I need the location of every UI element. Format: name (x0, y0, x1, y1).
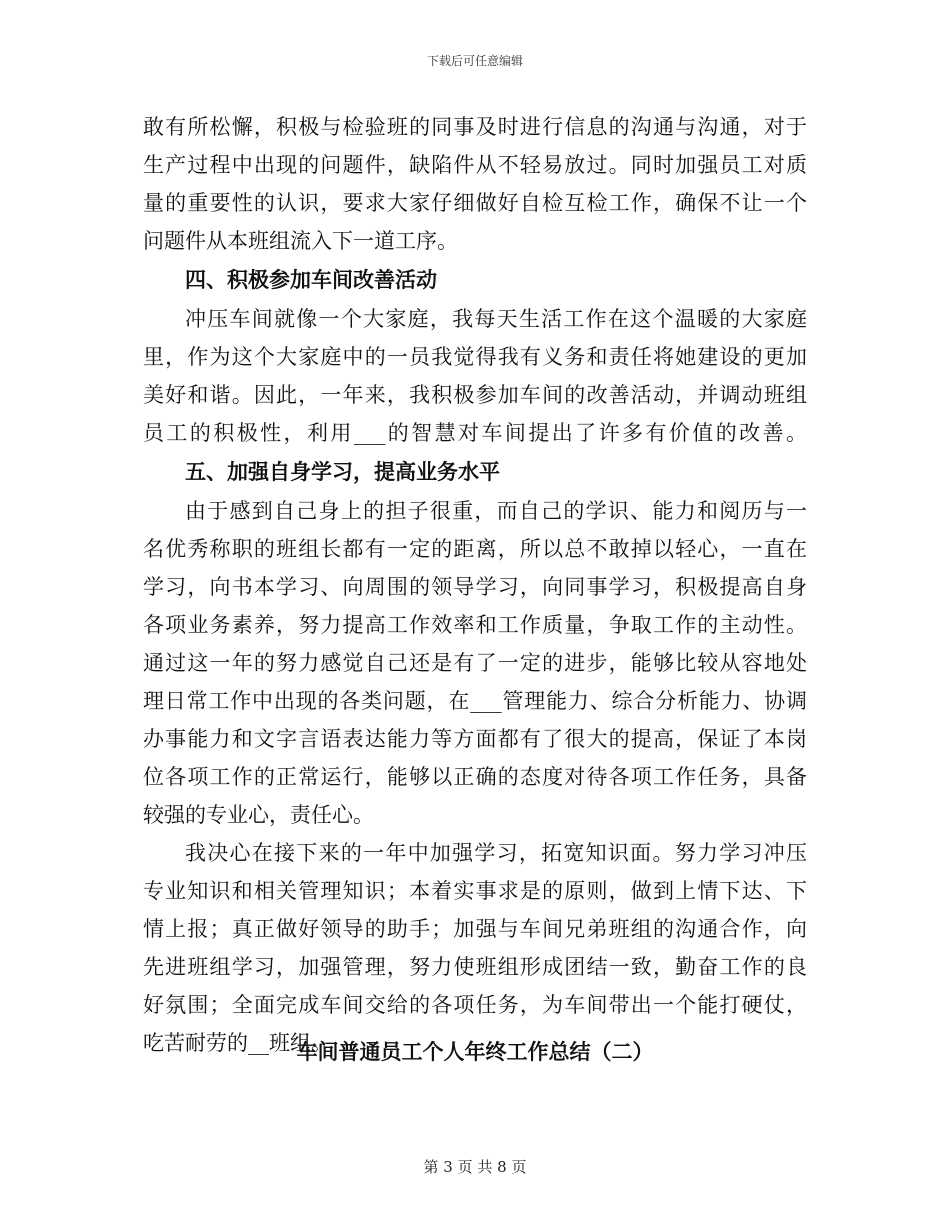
paragraph-line: 各项业务素养，努力提高工作效率和工作质量，争取工作的主动性。 (143, 613, 807, 637)
paragraph-line: 我决心在接下来的一年中加强学习，拓宽知识面。努力学习冲压 (185, 841, 807, 865)
paragraph-line: 好氛围；全面完成车间交给的各项任务，为车间带出一个能打硬仗， (143, 993, 807, 1017)
paragraph-line: 学习，向书本学习、向周围的领导学习，向同事学习，积极提高自身 (143, 575, 807, 599)
section-heading: 五、加强自身学习，提高业务水平 (185, 459, 500, 484)
paragraph-line: 较强的专业心，责任心。 (143, 803, 374, 827)
paragraph-line: 情上报；真正做好领导的助手；加强与车间兄弟班组的沟通合作，向 (143, 917, 807, 941)
paragraph-line: 办事能力和文字言语表达能力等方面都有了很大的提高，保证了本岗 (143, 727, 807, 751)
paragraph-line: 问题件从本班组流入下一道工序。 (143, 229, 458, 253)
paragraph-line: 吃苦耐劳的__班组。 (143, 1031, 332, 1055)
paragraph-line: 量的重要性的认识，要求大家仔细做好自检互检工作，确保不让一个 (143, 191, 807, 215)
paragraph-line: 美好和谐。因此，一年来，我积极参加车间的改善活动，并调动班组 (143, 383, 807, 407)
paragraph-line: 先进班组学习，加强管理，努力使班组形成团结一致，勤奋工作的良 (143, 955, 807, 979)
page-footer: 第 3 页 共 8 页 (423, 1158, 527, 1176)
paragraph-line: 生产过程中出现的问题件，缺陷件从不轻易放过。同时加强员工对质 (143, 153, 807, 177)
paragraph-line: 名优秀称职的班组长都有一定的距离，所以总不敢掉以轻心，一直在 (143, 537, 807, 561)
paragraph-line: 理日常工作中出现的各类问题，在___管理能力、综合分析能力、协调 (143, 689, 807, 713)
paragraph-line: 位各项工作的正常运行，能够以正确的态度对待各项工作任务，具备 (143, 765, 807, 789)
section-heading: 四、积极参加车间改善活动 (185, 267, 437, 292)
paragraph-line: 敢有所松懈，积极与检验班的同事及时进行信息的沟通与沟通，对于 (143, 115, 807, 139)
paragraph-line: 由于感到自己身上的担子很重，而自己的学识、能力和阅历与一 (185, 499, 807, 523)
document-body (143, 108, 807, 1062)
paragraph-line: 冲压车间就像一个大家庭，我每天生活工作在这个温暖的大家庭 (185, 307, 807, 331)
paragraph-line: 专业知识和相关管理知识；本着实事求是的原则，做到上情下达、下 (143, 879, 807, 903)
paragraph-line: 通过这一年的努力感觉自己还是有了一定的进步，能够比较从容地处 (143, 651, 807, 675)
paragraph-line: 里，作为这个大家庭中的一员我觉得我有义务和责任将她建设的更加 (143, 345, 807, 369)
section-title: 车间普通员工个人年终工作总结（二） (296, 1039, 654, 1064)
page-header: 下载后可任意编辑 (426, 54, 523, 68)
paragraph-line: 员工的积极性，利用___的智慧对车间提出了许多有价值的改善。 (143, 421, 807, 445)
